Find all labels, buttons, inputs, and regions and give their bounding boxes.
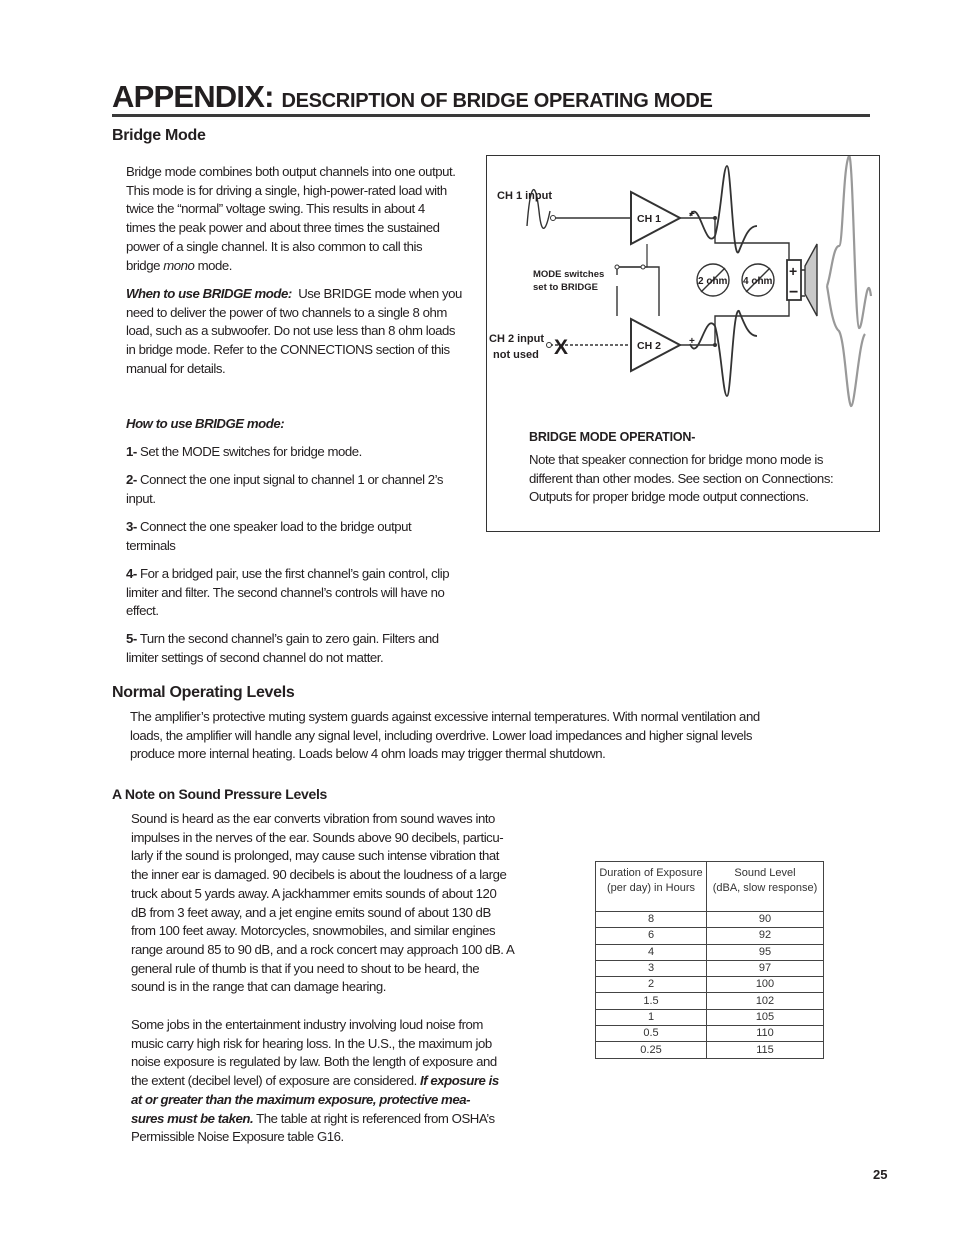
text-line: produce more internal heating. Loads below 4 ohm loads may trigger thermal shutdown. (130, 746, 606, 762)
col-duration-header (596, 862, 707, 900)
noise-exposure-table (595, 861, 824, 1059)
text-line: different than other modes. See section on Connections: (529, 470, 834, 486)
normal-levels-text (130, 708, 830, 764)
col-level-header (707, 862, 824, 900)
table-row (596, 977, 824, 993)
step-3 (126, 518, 481, 555)
text-line: Sound is heard as the ear converts vibration from sound waves into (131, 811, 495, 826)
text-line: Permissible Noise Exposure table G16. (131, 1129, 344, 1145)
text-line: terminals (126, 537, 176, 553)
title-rule (112, 114, 870, 117)
text-line: limiter settings of second channel do not matter. (126, 649, 384, 665)
text-line: range around 85 to 90 dB, and a rock concert may approach 100 dB. A (131, 941, 515, 957)
text-run: Connect the one input signal to channel 1 or channel 2’s (140, 472, 444, 487)
text-line: larly if the sound is prolonged, may cause such intense vibration that (131, 848, 500, 864)
table-cell: 0.5 (596, 1026, 707, 1042)
normal-levels-heading: Normal Operating Levels (112, 684, 295, 701)
mono-italic: mono (163, 257, 195, 273)
text-line: limiter and filter. The second channel’s controls will have no (126, 584, 445, 600)
table-cell: 100 (707, 977, 824, 993)
text-line: The amplifier’s protective muting system guards against excessive internal temperatures. With normal ventilation and (130, 709, 760, 724)
mode-label-2: set to BRIDGE (533, 282, 598, 293)
ch1-input-label: CH 1 input (497, 190, 552, 202)
bridge-diagram-box (486, 155, 880, 532)
table-row (596, 1009, 824, 1025)
text-line: dB from 3 feet away, and a jet engine emits sound of about 130 dB (131, 904, 491, 920)
table-row (596, 960, 824, 976)
warning-text: at or greater than the maximum exposure, protective mea- (131, 1091, 471, 1107)
text-line: loads, the amplifier will handle any signal level, including overdrive. Lower load impedances and higher signal levels (130, 727, 753, 743)
step-number: 4- (126, 566, 137, 581)
text-line: sound is in the range that can damage hearing. (131, 979, 386, 995)
text-line: the inner ear is damaged. 90 decibels is about the loudness of a large (131, 867, 507, 883)
text-line: need to deliver the power of two channels to a single 8 ohm (126, 304, 447, 320)
ch2-amp-label: CH 2 (637, 340, 661, 352)
table-header-row (596, 862, 824, 900)
text-run: the extent (decibel level) of exposure are considered. (131, 1073, 421, 1089)
table-row (596, 993, 824, 1009)
speaker-plus-label: + (789, 263, 798, 279)
diagram-caption (529, 451, 869, 507)
spl-para-2 (131, 1016, 531, 1147)
text-run: Use BRIDGE mode when you (298, 286, 462, 301)
text-line: Note that speaker connection for bridge mono mode is (529, 452, 824, 467)
text-run: bridge (126, 257, 164, 273)
text-run: For a bridged pair, use the first channel’s gain control, clip (140, 566, 450, 581)
bridge-output-wave-lower (827, 286, 865, 406)
text-line: This mode is for driving a single, high-power-rated load with (126, 182, 447, 198)
text-line: twice the “normal” voltage swing. This results in about 4 (126, 201, 425, 217)
step-number: 5- (126, 631, 137, 646)
bridge-mode-intro (126, 163, 481, 275)
table-row (596, 912, 824, 928)
text-run: mode. (194, 257, 233, 273)
text-run: The table at right is referenced from OSHA’s (253, 1110, 495, 1126)
mode-label-1: MODE switches (533, 269, 605, 280)
ch2-output-wave (690, 311, 757, 396)
text-line: music carry high risk for hearing loss. In the U.S., the maximum job (131, 1035, 492, 1051)
spl-para-1 (131, 810, 531, 997)
warning-text: sures must be taken. (131, 1110, 254, 1126)
ohm2-label: 2 ohm (698, 276, 728, 287)
text-line: times the peak power and about three times the sustained (126, 220, 440, 236)
when-to-use (126, 285, 481, 379)
text-line: load, such as a subwoofer. Do not use less than 8 ohm loads (126, 323, 455, 339)
text-run: Set the MODE switches for bridge mode. (140, 444, 362, 459)
text-line (131, 1072, 531, 1091)
bridge-output-wave (827, 156, 871, 328)
table-row (596, 928, 824, 944)
table-cell: 3 (596, 960, 707, 976)
table-cell: 92 (707, 928, 824, 944)
x-mark-icon: X (554, 336, 569, 359)
switch-to-ch2 (643, 267, 659, 316)
header-text: Duration of Exposure (599, 867, 703, 879)
table-cell: 102 (707, 993, 824, 1009)
text-line: from 100 feet away. Motorcycles, snowmobiles, and similar engines (131, 923, 496, 939)
text-line: Some jobs in the entertainment industry involving loud noise from (131, 1017, 483, 1032)
table-cell: 105 (707, 1009, 824, 1025)
table-row (596, 1026, 824, 1042)
text-line: Outputs for proper bridge mode output connections. (529, 489, 809, 505)
header-text: (dBA, slow response) (712, 882, 818, 894)
ch2-input-label: CH 2 input (489, 333, 544, 345)
table-cell: 8 (596, 912, 707, 928)
ch2-plus-label: + (689, 336, 695, 347)
step-4 (126, 565, 481, 621)
table-cell: 1 (596, 1009, 707, 1025)
text-line (126, 443, 481, 462)
text-line: impulses in the nerves of the ear. Sounds above 90 decibels, particu- (131, 829, 504, 845)
text-line: manual for details. (126, 360, 226, 376)
text-line: input. (126, 490, 156, 506)
table-cell (596, 899, 707, 912)
diagram-caption-title: BRIDGE MODE OPERATION- (529, 430, 696, 444)
bottom-bus-wire (715, 296, 805, 345)
step-number: 3- (126, 519, 137, 534)
table-cell: 90 (707, 912, 824, 928)
spl-heading: A Note on Sound Pressure Levels (112, 786, 328, 802)
header-text: (per day) in Hours (606, 882, 696, 894)
step-5 (126, 630, 481, 667)
step-number: 2- (126, 472, 137, 487)
table-cell: 115 (707, 1042, 824, 1058)
table-cell: 95 (707, 944, 824, 960)
warning-text: If exposure is (420, 1073, 499, 1089)
text-line (126, 285, 481, 304)
text-line (126, 518, 481, 537)
ch1-plus-label: + (689, 209, 695, 220)
table-cell: 1.5 (596, 993, 707, 1009)
text-line: power of a single channel. It is also common to call this (126, 238, 423, 254)
text-line (131, 1110, 531, 1129)
text-line: truck about 5 yards away. A jackhammer emits sounds of about 120 (131, 885, 497, 901)
header-text: Sound Level (734, 867, 796, 879)
how-label: How to use BRIDGE mode: (126, 416, 285, 431)
page-number: 25 (873, 1167, 888, 1182)
when-label: When to use BRIDGE mode: (126, 286, 292, 301)
title-sub: DESCRIPTION OF BRIDGE OPERATING MODE (281, 90, 713, 112)
table-cell: 2 (596, 977, 707, 993)
text-line: in bridge mode. Refer to the CONNECTIONS section of this (126, 342, 450, 358)
step-1 (126, 443, 481, 462)
ohm4-label: 4 ohm (743, 276, 773, 287)
text-run: Turn the second channel’s gain to zero gain. Filters and (139, 631, 439, 646)
table-row (596, 1042, 824, 1058)
text-line (126, 257, 481, 276)
text-run: Connect the one speaker load to the bridge output (140, 519, 412, 534)
ch1-amp-label: CH 1 (637, 213, 661, 225)
text-line (126, 565, 481, 584)
speaker-cone-icon (805, 244, 817, 316)
text-line (126, 471, 481, 490)
table-cell: 0.25 (596, 1042, 707, 1058)
table-cell: 110 (707, 1026, 824, 1042)
text-line: general rule of thumb is that if you need to shout to be heard, the (131, 960, 480, 976)
ch1-output-wave (690, 166, 757, 253)
table-spacer-row (596, 899, 824, 912)
table-row (596, 944, 824, 960)
title-main: APPENDIX: (112, 79, 274, 114)
text-line: Bridge mode combines both output channels into one output. (126, 164, 456, 179)
text-line: noise exposure is regulated by law. Both the length of exposure and (131, 1054, 497, 1070)
table-cell: 97 (707, 960, 824, 976)
table-cell: 4 (596, 944, 707, 960)
ch2-not-used-label: not used (493, 349, 539, 361)
text-line: effect. (126, 603, 159, 619)
speaker-minus-label: − (789, 284, 799, 301)
step-2 (126, 471, 481, 508)
table-cell: 6 (596, 928, 707, 944)
table-cell (707, 899, 824, 912)
text-line (126, 630, 481, 649)
step-number: 1- (126, 444, 137, 459)
bridge-mode-heading: Bridge Mode (112, 127, 206, 144)
